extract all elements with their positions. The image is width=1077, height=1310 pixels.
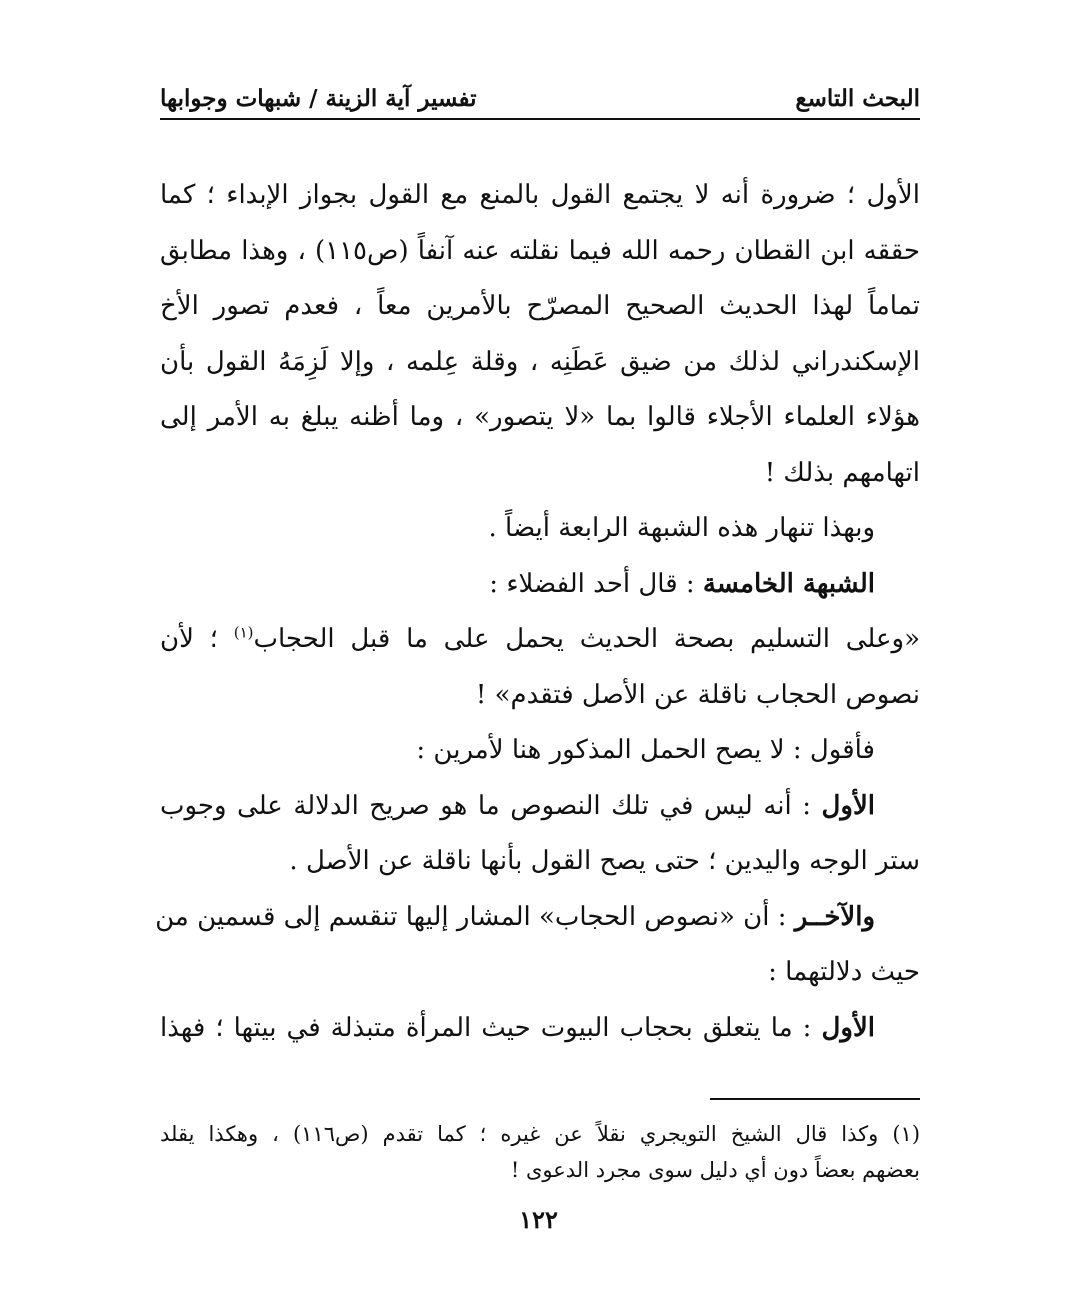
point-text: : أنه ليس في تلك النصوص ما هو صريح الدلالة على وجوب [160, 790, 822, 821]
point-line [160, 779, 920, 835]
quote-line: نصوص الحجاب ناقلة عن الأصل فتقدم» ! [475, 679, 920, 710]
quote-text: «وعلى التسليم بصحة الحديث يحمل على ما قبل الحجاب [253, 624, 921, 654]
chapter-title: البحث التاسع [795, 84, 920, 112]
footnote-divider [710, 1098, 920, 1100]
footnote-line: (١) وكذا قال الشيخ التويجري نقلاً عن غيره ؛ كما تقدم (ص١١٦) ، وهكذا يقلد [160, 1122, 921, 1146]
point-label: الأول [821, 1012, 875, 1043]
section-heading-text: : قال أحد الفضلاء : [489, 568, 703, 599]
main-text [155, 168, 921, 1056]
point-line: ستر الوجه واليدين ؛ حتى يصح القول بأنها ناقلة عن الأصل . [289, 846, 920, 876]
quote-line [160, 612, 920, 668]
text-line: الإسكندراني لذلك من ضيق عَطَنِه ، وقلة عِلمه ، وإلا لَزِمَهُ القول بأن [160, 346, 920, 377]
page-number: ١٢٢ [519, 1205, 558, 1234]
point-text: : أن «نصوص الحجاب» المشار إليها تنقسم إلى قسمين من [155, 901, 795, 932]
point-text: : ما يتعلق بحجاب البيوت حيث المرأة متبذلة في بيتها ؛ فهذا [160, 1012, 822, 1043]
point-label: والآخــر [794, 901, 875, 932]
reply-line: فأقول : لا يصح الحمل المذكور هنا لأمرين : [416, 735, 875, 765]
text-line: تماماً لهذا الحديث الصحيح المصرّح بالأمرين معاً ، فعدم تصور الأخ [160, 291, 920, 321]
point-line: حيث دلالتهما : [768, 957, 920, 987]
point-line [155, 890, 920, 946]
point-label: الأول [821, 790, 875, 821]
footnote-line: بعضهم بعضاً دون أي دليل سوى مجرد الدعوى ! [510, 1158, 920, 1182]
text-line: الأول ؛ ضرورة أنه لا يجتمع القول بالمنع مع القول بجواز الإبداء ؛ كما [160, 180, 920, 210]
text-line: اتهامهم بذلك ! [764, 457, 920, 488]
paragraph-conclusion: وبهذا تنهار هذه الشبهة الرابعة أيضاً . [488, 513, 875, 543]
section-heading: الشبهة الخامسة [702, 568, 875, 599]
section-heading-line [160, 557, 920, 613]
footnote-ref: (١) [233, 623, 254, 642]
text-line: هؤلاء العلماء الأجلاء قالوا بما «لا يتصور» ، وما أظنه يبلغ به الأمر إلى [160, 402, 920, 432]
text-line: حققه ابن القطان رحمه الله فيما نقلته عنه آنفاً (ص١١٥) ، وهذا مطابق [160, 235, 920, 266]
point-line [160, 1001, 920, 1057]
quote-text-end: ؛ لأن [160, 624, 234, 654]
footnotes [160, 1116, 920, 1188]
section-title: تفسير آية الزينة / شبهات وجوابها [160, 84, 477, 112]
running-header [160, 78, 920, 120]
